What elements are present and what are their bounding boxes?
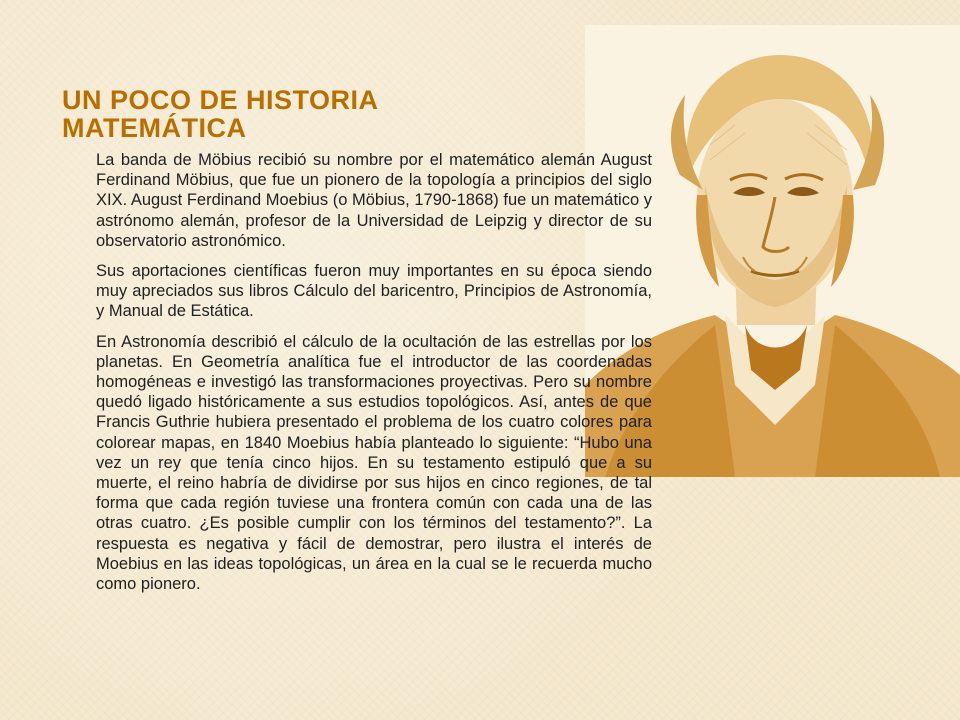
title-line-1: UN POCO DE HISTORIA <box>62 85 379 115</box>
paragraph-3: En Astronomía describió el cálculo de la ocultación de las estrellas por los planetas. En Geometría analítica fue el introductor de las coordenadas homogéneas e investigó las transformaciones proyectivas. Pero su nombre quedó ligado históricamente a sus estudios topológicos. Así, antes de que Francis Guthrie hubiera presentado el problema de los cuatro colores para colorear mapas, en 1840 Moebius había planteado lo siguiente: “Hubo una vez un rey que tenía cinco hijos. En su testamento estipuló que a su muerte, el reino habría de dividirse por sus hijos en cinco regiones, de tal forma que cada región tuviese una frontera común con cada una de las otras cuatro. ¿Es posible cumplir con los términos del testamento?”. La respuesta es negativa y fácil de demostrar, pero ilustra el interés de Moebius en las ideas topológicas, un área en la cual se le recuerda mucho como pionero. <box>96 332 652 594</box>
paragraph-2: Sus aportaciones científicas fueron muy importantes en su época siendo muy apreciados sus libros Cálculo del baricentro, Principios de Astronomía, y Manual de Estática. <box>96 262 652 321</box>
slide-title <box>62 86 582 142</box>
title-line-2: MATEMÁTICA <box>62 113 247 143</box>
slide-body-text <box>96 150 652 604</box>
paragraph-1: La banda de Möbius recibió su nombre por el matemático alemán August Ferdinand Möbius, que fue un pionero de la topología a principios del siglo XIX. August Ferdinand Moebius (o Möbius, 1790-1868) fue un matemático y astrónomo alemán, profesor de la Universidad de Leipzig y director de su observatorio astronómico. <box>96 151 652 250</box>
